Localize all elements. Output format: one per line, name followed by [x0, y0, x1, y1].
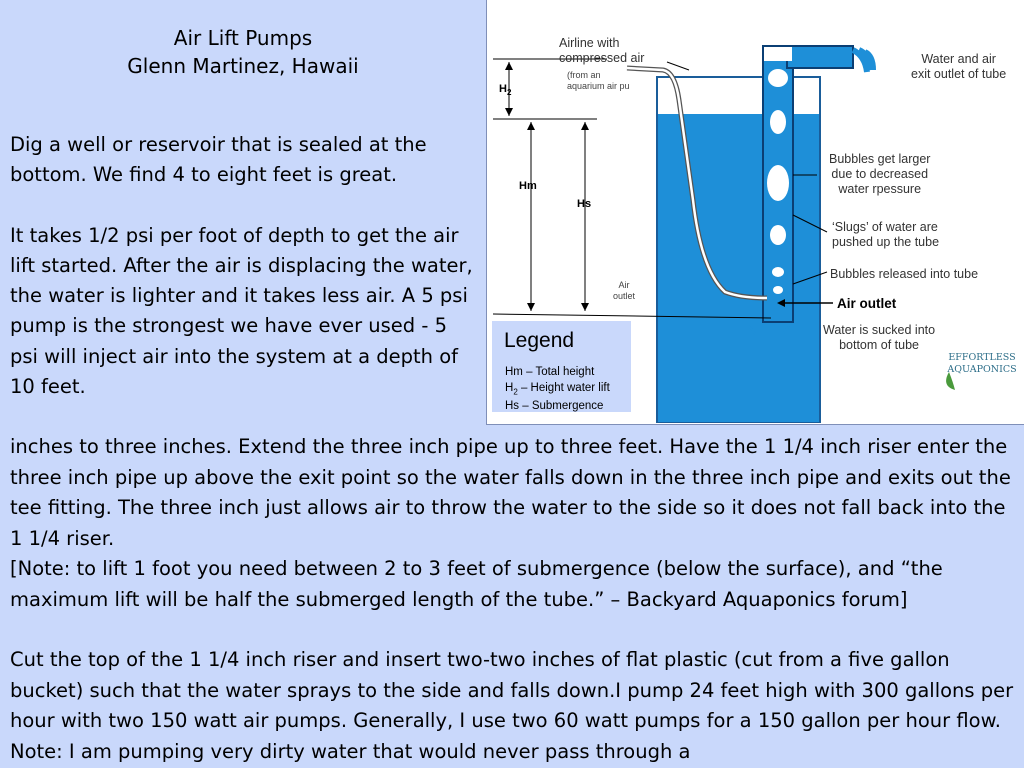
slide-subtitle: Glenn Martinez, Hawaii — [127, 54, 359, 78]
h2-label: $H_2$ — [499, 83, 512, 98]
airlift-diagram — [486, 0, 1024, 425]
body-paragraph-1: inches to three inches. Extend the three inch pipe up to three feet. Have the 1 1/4 inch riser enter the three inch pipe up above the exit point so the water falls down in the three inch pipe and exits out the tee fitting. The three inch just allows air to throw the water to the side so it does not fall back into the 1 1/4 riser. — [10, 435, 1011, 550]
slide-title: Air Lift Pumps — [173, 26, 313, 50]
exit-label: Water and air exit outlet of tube — [911, 52, 1007, 81]
air-outlet-bold-label: Air outlet — [837, 296, 897, 311]
slugs-label: ‘Slugs’ of water are pushed up the tube — [832, 220, 940, 249]
legend-item-h2: $H_2$ – Height water lift — [505, 382, 610, 397]
intro-paragraph-1: Dig a well or reservoir that is sealed at the bottom. We find 4 to eight feet is great. — [10, 133, 427, 187]
bubble — [772, 267, 784, 277]
bubble — [768, 69, 788, 87]
bubbles-larger-label: Bubbles get larger due to decreased water rpessure — [829, 152, 931, 196]
body-paragraph-3: Cut the top of the 1 1/4 inch riser and insert two-two inches of flat plastic (cut from a five gallon bucket) such that the water sprays to the side and falls down.I pump 24 feet high with 300 gallons per hour with two 150 watt air pumps. Generally, I use two 60 watt pumps for a 150 gallon per hour flow. Note: I am pumping very dirty water that would never pass through a — [10, 648, 1014, 763]
legend-item-hs: Hs – Submergence — [505, 400, 604, 412]
hm-label: Hm — [519, 180, 537, 192]
airline-label: Airline with compressed air — [559, 36, 645, 65]
slide-title-block — [0, 24, 486, 80]
outlet-pipe — [787, 46, 853, 68]
riser-top — [764, 47, 792, 61]
bubbles-released-label: Bubbles released into tube — [830, 267, 979, 281]
legend-title: Legend — [504, 329, 575, 352]
airline-source-label: (from an aquarium air pu — [567, 70, 630, 91]
hs-label: Hs — [577, 198, 592, 210]
bubble — [767, 165, 789, 201]
tank-water — [658, 114, 819, 422]
body-paragraph-2: [Note: to lift 1 foot you need between 2 to 3 feet of submergence (below the surface), and “the maximum lift will be half the submerged length of the tube.” – Backyard Aquaponics forum] — [10, 557, 943, 611]
water-spray — [853, 50, 873, 72]
bubble — [770, 225, 786, 245]
effortless-aquaponics-logo: EFFORTLESS AQUAPONICS — [947, 352, 1017, 375]
bubble — [773, 286, 783, 294]
water-sucked-label: Water is sucked into bottom of tube — [823, 323, 936, 352]
intro-text — [10, 130, 480, 432]
body-text — [10, 432, 1014, 767]
intro-paragraph-2: It takes 1/2 psi per foot of depth to get the air lift started. After the air is displacing the water, the water is lighter and it takes less air. A 5 psi pump is the strongest we have ever used - 5 psi will inject air into the system at a depth of 10 feet. — [10, 223, 473, 399]
air-outlet-small-label: Air outlet — [613, 280, 636, 301]
bubble — [770, 110, 786, 134]
legend-item-hm: Hm – Total height — [505, 366, 595, 378]
legend-box — [492, 321, 631, 412]
